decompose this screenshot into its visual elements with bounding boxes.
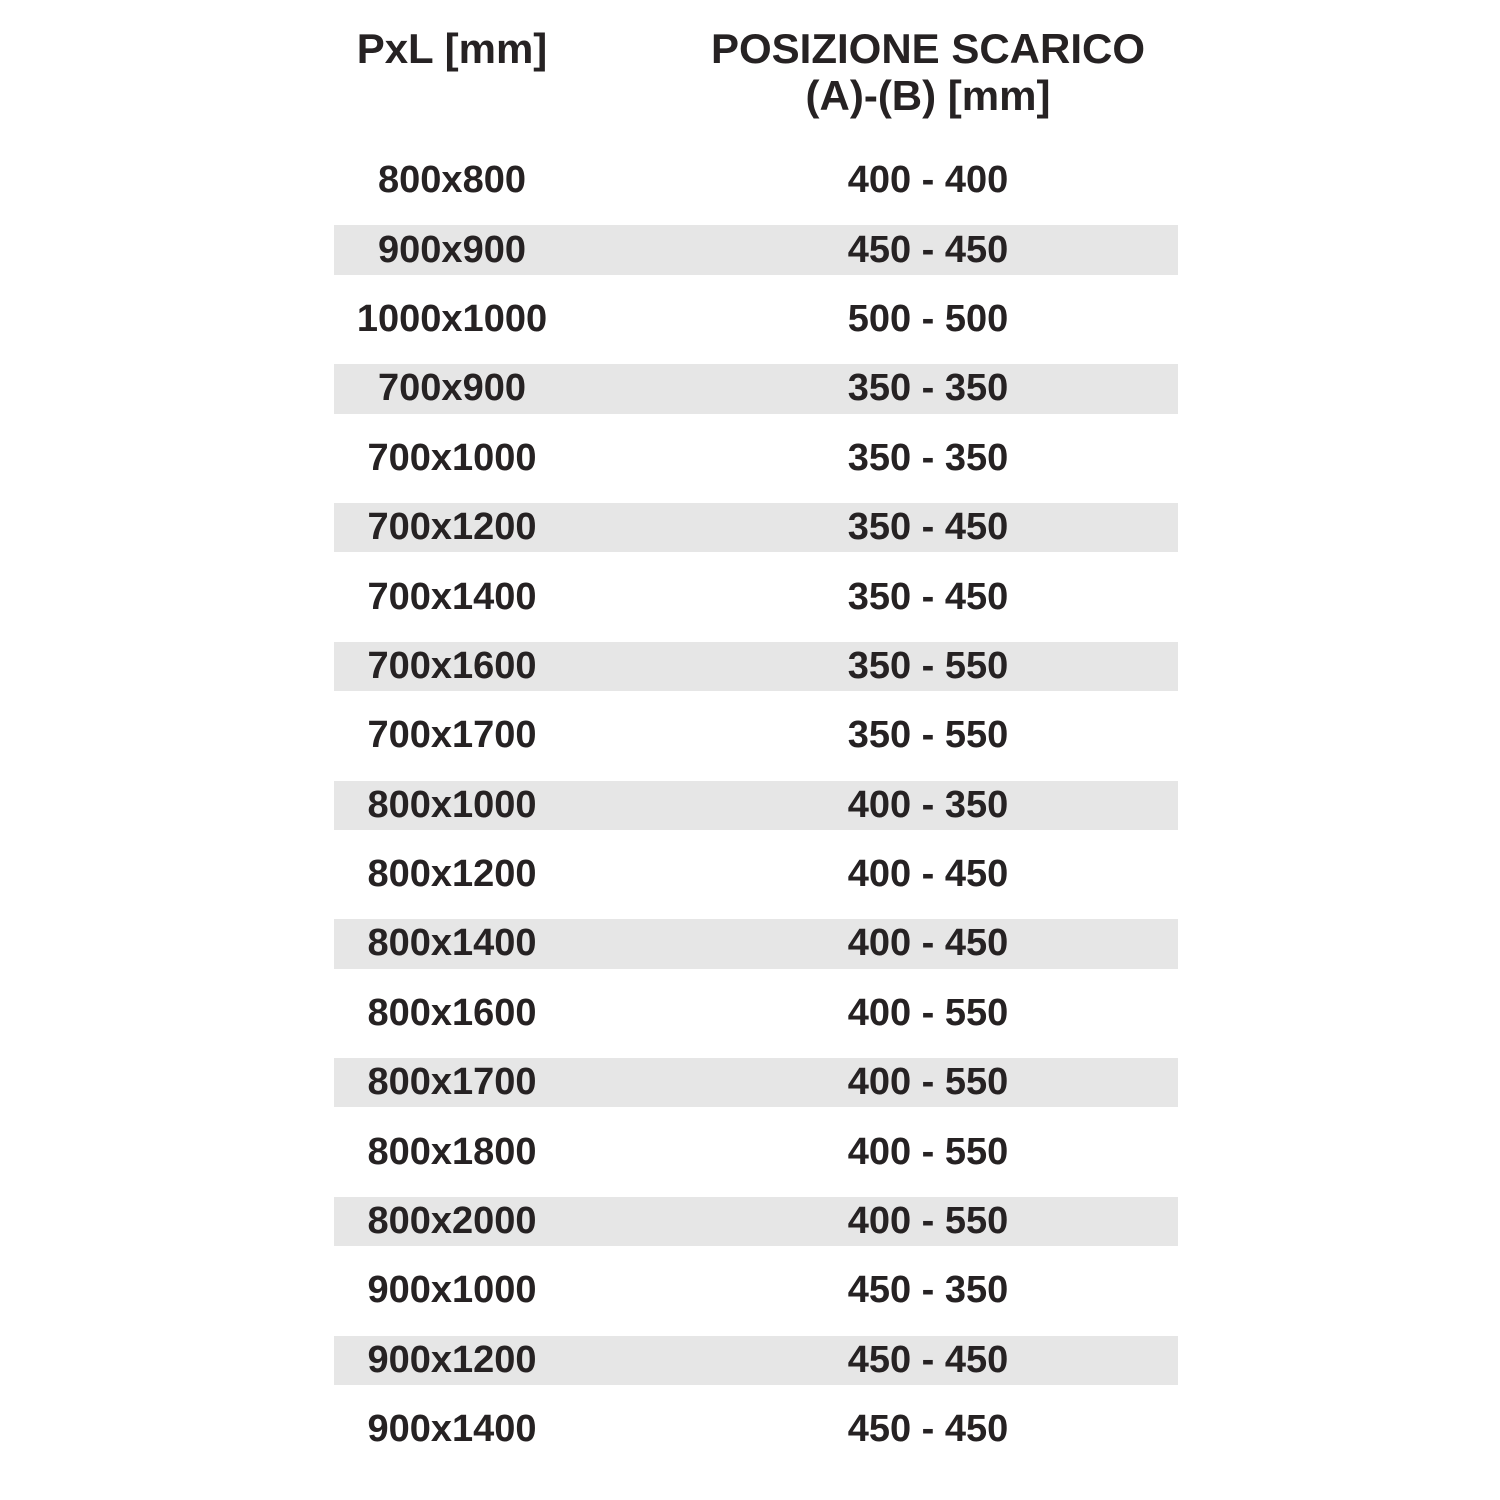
table-row — [334, 701, 1178, 770]
table-row — [334, 1256, 1178, 1325]
table-row — [334, 909, 1178, 978]
size-cell: 800x2000 — [367, 1200, 537, 1243]
size-cell: 800x1000 — [367, 783, 537, 826]
position-cell: 400 - 350 — [847, 783, 1009, 826]
size-cell: 800x1600 — [367, 991, 537, 1034]
size-cell: 800x1400 — [367, 922, 537, 965]
header-position-line1: POSIZIONE SCARICO — [710, 25, 1146, 72]
table-row — [334, 215, 1178, 284]
size-cell: 900x900 — [378, 228, 526, 271]
size-cell: 800x800 — [378, 159, 526, 202]
size-cell: 800x1700 — [367, 1061, 537, 1104]
position-cell: 400 - 450 — [847, 922, 1009, 965]
table-header — [334, 25, 1178, 119]
position-cell: 350 - 350 — [847, 367, 1009, 410]
position-cell: 350 - 350 — [847, 436, 1009, 479]
position-cell: 450 - 450 — [847, 1408, 1009, 1451]
position-cell: 350 - 550 — [847, 644, 1009, 687]
table-row — [334, 562, 1178, 631]
table-row — [334, 1395, 1178, 1464]
header-position-column — [698, 25, 1158, 119]
size-cell: 1000x1000 — [356, 297, 548, 340]
size-cell: 800x1200 — [367, 853, 537, 896]
size-cell: 900x1200 — [367, 1338, 537, 1381]
table-row — [334, 1187, 1178, 1256]
position-cell: 400 - 550 — [847, 1200, 1009, 1243]
size-cell: 900x1000 — [367, 1269, 537, 1312]
position-cell: 450 - 450 — [847, 1338, 1009, 1381]
size-cell: 700x900 — [378, 367, 526, 410]
position-cell: 400 - 550 — [847, 991, 1009, 1034]
header-position-line2: (A)-(B) [mm] — [805, 72, 1051, 119]
size-cell: 700x1400 — [367, 575, 537, 618]
size-cell: 700x1200 — [367, 506, 537, 549]
position-cell: 350 - 550 — [847, 714, 1009, 757]
table-row — [334, 1048, 1178, 1117]
size-cell: 900x1400 — [367, 1408, 537, 1451]
header-size-column: PxL [mm] — [356, 25, 548, 72]
position-cell: 400 - 400 — [847, 159, 1009, 202]
table-row — [334, 424, 1178, 493]
table-row — [334, 146, 1178, 215]
size-cell: 700x1000 — [367, 436, 537, 479]
position-cell: 350 - 450 — [847, 506, 1009, 549]
size-position-table — [334, 146, 1178, 1464]
size-cell: 800x1800 — [367, 1130, 537, 1173]
table-row — [334, 285, 1178, 354]
position-cell: 450 - 350 — [847, 1269, 1009, 1312]
table-row — [334, 354, 1178, 423]
table-row — [334, 632, 1178, 701]
position-cell: 350 - 450 — [847, 575, 1009, 618]
table-row — [334, 979, 1178, 1048]
table-row — [334, 1117, 1178, 1186]
size-cell: 700x1700 — [367, 714, 537, 757]
size-cell: 700x1600 — [367, 644, 537, 687]
position-cell: 400 - 550 — [847, 1061, 1009, 1104]
position-cell: 500 - 500 — [847, 297, 1009, 340]
table-row — [334, 1326, 1178, 1395]
table-row — [334, 840, 1178, 909]
table-row — [334, 771, 1178, 840]
position-cell: 400 - 550 — [847, 1130, 1009, 1173]
table-row — [334, 493, 1178, 562]
position-cell: 450 - 450 — [847, 228, 1009, 271]
position-cell: 400 - 450 — [847, 853, 1009, 896]
